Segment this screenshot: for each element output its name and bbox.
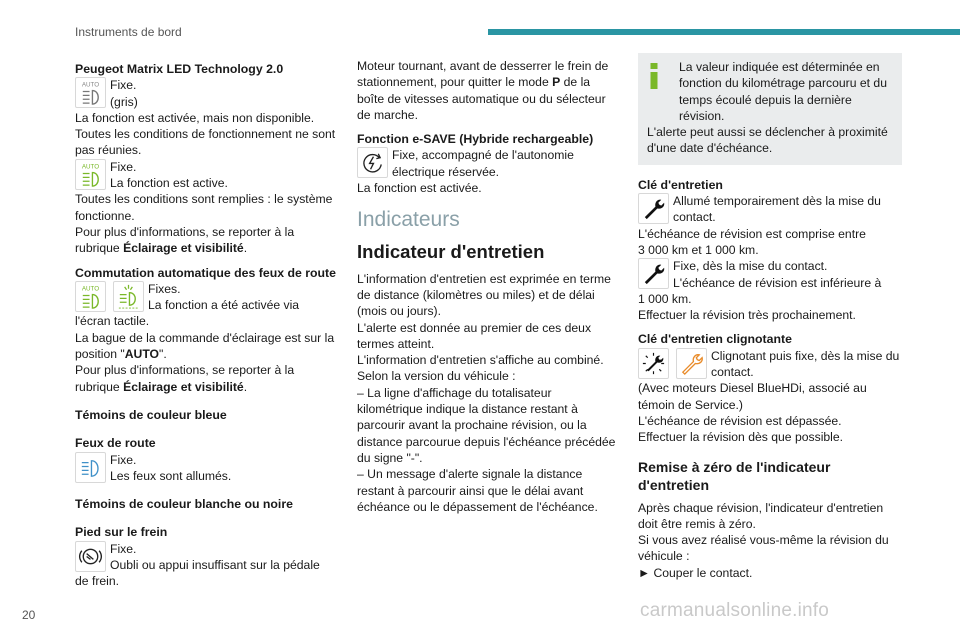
auto-headlight-green-icon [75,159,106,190]
blink-body3: Effectuer la révision dès que possible. [638,430,844,445]
matrix-ref-post: . [243,241,248,256]
key-fix-row [638,258,902,291]
blue-lights-title: Témoins de couleur bleue [75,407,227,422]
blink-line2: contact. [711,365,754,380]
blink-title: Clé d'entretien clignotante [638,332,792,347]
auto-high-beam-line1: Fixes. [148,281,181,296]
esave-line1: Fixe, accompagné de l'autonomie [392,148,574,163]
intro-pre: Moteur tournant, avant de desserrer le frein de stationnement, pour quitter le mode [357,59,609,90]
intro-paragraph [357,58,619,123]
auto-body2-post: ". [159,347,167,362]
matrix-green-line2: La fonction est active. [110,176,228,191]
reset-3: ► Couper le contact. [638,565,753,580]
matrix-grey-body: La fonction est activée, mais non disponible. [75,110,315,125]
high-beam-blue-icon [75,452,106,483]
auto-ref [75,362,337,395]
svg-text:AUTO: AUTO [81,82,100,90]
key-body1: L'échéance de révision est comprise entre [638,226,866,241]
matrix-ref-pre: Pour plus d'informations, se reporter à la rubrique [75,224,295,256]
intro-post: de la boîte de vitesses automatique ou du sélecteur de marche. [357,75,606,122]
key-fix-line1: Fixe, dès la mise du contact. [673,259,828,274]
info-box [638,53,902,165]
brake-line3: de frein. [75,574,120,589]
para-2: L'alerte est donnée au premier de ces deux termes atteint. [357,320,592,351]
esave-title: Fonction e-SAVE (Hybride rechargeable) [357,132,594,147]
page-number: 20 [22,608,36,622]
matrix-grey-line1: Fixe. [110,78,137,93]
section-title: Indicateurs [357,208,460,232]
reset-title: Remise à zéro de l'indicateur d'entretien [638,458,831,493]
intro-bold: P [552,75,561,90]
matrix-grey-body2: Toutes les conditions de fonctionnement ne sont pas réunies. [75,127,336,158]
brake-line1: Fixe. [110,541,137,556]
key-fix-line4: Effectuer la révision très prochainement. [638,308,856,323]
key-line2: contact. [673,210,716,225]
column-2 [357,58,619,515]
matrix-ref [75,224,337,257]
key-fix-line3: 1 000 km. [638,291,692,306]
esave-row [357,147,619,180]
auto-body1: l'écran tactile. [75,314,150,329]
esave-line2: électrique réservée. [392,164,500,179]
matrix-green-row [75,159,337,192]
key-title: Clé d'entretien [638,177,723,192]
high-beam-row [75,452,337,485]
page-header-title: Instruments de bord [75,25,182,39]
matrix-green-line1: Fixe. [110,159,137,174]
matrix-grey-line2: (gris) [110,94,138,109]
column-1 [75,58,337,590]
high-beam-line2: Les feux sont allumés. [110,468,232,483]
high-beam-line1: Fixe. [110,452,137,467]
blink-body2: L'échéance de révision est dépassée. [638,413,842,428]
e-save-icon [357,147,388,178]
para-4: Selon la version du véhicule : [357,369,516,384]
auto-ref-bold: Éclairage et visibilité [123,379,244,394]
key-line1: Allumé temporairement dès la mise du [673,194,881,209]
key-row [638,193,902,226]
para-1: L'information d'entretien est exprimée en terme de distance (kilomètres ou miles) et de délai (mois ou jours). [357,271,611,319]
para-6: – Un message d'alerte signale la distance restant à parcourir ainsi que le délai avant échéance ou le dépassement de l'échéance. [357,467,598,514]
info-icon [647,62,661,124]
svg-text:AUTO: AUTO [81,285,100,293]
auto-high-beam-line2: La fonction a été activée via [148,298,300,313]
watermark: carmanualsonline.info [640,600,830,621]
auto-high-beam-title: Commutation automatique des feux de route [75,265,336,280]
auto-ref-pre: Pour plus d'informations, se reporter à la rubrique [75,363,295,394]
page-header-bar [488,29,960,35]
wrench-fixed-icon [638,258,669,289]
svg-text:AUTO: AUTO [81,163,100,171]
blink-body1: (Avec moteurs Diesel BlueHDi, associé au témoin de Service.) [638,381,867,412]
matrix-title: Peugeot Matrix LED Technology 2.0 [75,62,284,76]
high-beam-title: Feux de route [75,436,156,451]
esave-body: La fonction est activée. [357,181,482,196]
auto-headlight-grey-icon [75,77,106,108]
blink-line1: Clignotant puis fixe, dès la mise du [711,348,900,363]
brake-foot-icon [75,541,106,572]
auto-high-beam-icon [75,281,106,312]
wrench-blinking-icon [638,348,669,379]
reset-2: Si vous avez réalisé vous-même la révision du véhicule : [638,533,889,564]
key-body2: 3 000 km et 1 000 km. [638,242,759,257]
reset-1: Après chaque révision, l'indicateur d'entretien doit être remis à zéro. [638,500,884,531]
auto-body2 [75,330,337,363]
info-text: La valeur indiquée est déterminée en fonction du kilométrage parcouru et du temps écoulé depuis la dernière révision. [679,60,887,123]
para-3: L'information d'entretien s'affiche au combiné. [357,353,604,368]
white-lights-title: Témoins de couleur blanche ou noire [75,497,293,512]
blink-row [638,348,902,381]
brake-row [75,541,337,574]
para-5: – La ligne d'affichage du totalisateur kilométrique indique la distance restant à parcourir avant la prochaine révision, ou la distance parcourue depuis l'échéance précédée du signe "-". [357,385,616,465]
subsection-title: Indicateur d'entretien [357,240,545,262]
auto-high-beam-row [75,281,337,314]
brake-line2: Oubli ou appui insuffisant sur la pédale [110,558,320,573]
matrix-green-body: Toutes les conditions sont remplies : le système fonctionne. [75,192,333,223]
wrench-icon [638,193,669,224]
auto-high-beam-alt-icon [113,281,144,312]
brake-title: Pied sur le frein [75,525,168,540]
matrix-grey-row [75,77,337,110]
auto-ref-post: . [243,379,248,394]
key-fix-line2: L'échéance de révision est inférieure à [673,275,882,290]
info-text-2: L'alerte peut aussi se déclencher à proximité d'une date d'échéance. [647,125,888,156]
wrench-orange-icon [676,348,707,379]
matrix-ref-bold: Éclairage et visibilité [123,241,244,256]
auto-body2-pre: La bague de la commande d'éclairage est sur la position " [75,330,335,362]
column-3 [638,58,902,581]
auto-body2-bold: AUTO [124,347,160,362]
